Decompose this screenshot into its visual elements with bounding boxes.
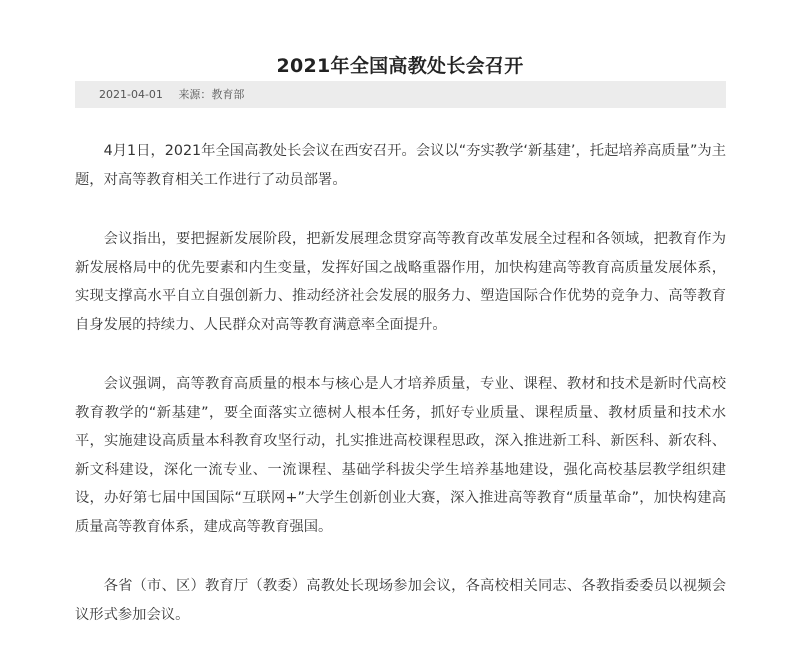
source-name: 教育部: [211, 88, 245, 101]
source-label: 来源：: [178, 88, 212, 101]
article-paragraph: 会议指出，要把握新发展阶段，把新发展理念贯穿高等教育改革发展全过程和各领域，把教育作为新发展格局中的优先要素和内生变量，发挥好国之战略重器作用，加快构建高等教育高质量发展体系，实现支撑高水平自立自强创新力、推动经济社会发展的服务力、塑造国际合作优势的竞争力、高等教育自身发展的持续力、人民群众对高等教育满意率全面提升。: [75, 231, 726, 333]
article-body: [75, 137, 726, 660]
article-paragraph: 4月1日，2021年全国高教处长会议在西安召开。会议以“夯实教学‘新基建’，托起培养高质量”为主题，对高等教育相关工作进行了动员部署。: [75, 143, 726, 188]
article-meta-bar: [75, 81, 726, 108]
article-paragraph: 各省（市、区）教育厅（教委）高教处长现场参加会议，各高校相关同志、各教指委委员以视频会议形式参加会议。: [75, 578, 726, 623]
publish-date: 2021-04-01: [99, 88, 163, 101]
article-paragraph: 会议强调，高等教育高质量的根本与核心是人才培养质量，专业、课程、教材和技术是新时代高校教育教学的“新基建”，要全面落实立德树人根本任务，抓好专业质量、课程质量、教材质量和技术水平，实施建设高质量本科教育攻坚行动，扎实推进高校课程思政，深入推进新工科、新医科、新农科、新文科建设，深化一流专业、一流课程、基础学科拔尖学生培养基地建设，强化高校基层教学组织建设，办好第七届中国国际“互联网+”大学生创新创业大赛，深入推进高等教育“质量革命”，加快构建高质量高等教育体系，建成高等教育强国。: [75, 376, 726, 535]
article-title: 2021年全国高教处长会召开: [276, 54, 524, 77]
